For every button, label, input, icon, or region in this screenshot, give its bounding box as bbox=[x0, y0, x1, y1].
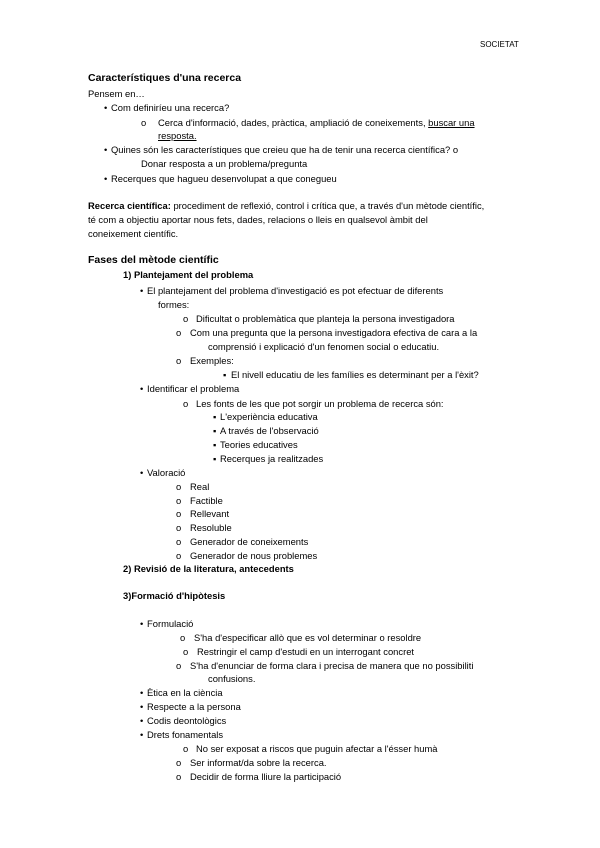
square-bullet-icon: ▪ bbox=[213, 411, 217, 422]
circle-bullet-icon: o bbox=[176, 495, 182, 506]
phase-3-bullet-1: Formulació bbox=[147, 618, 194, 629]
bullet-icon: • bbox=[140, 285, 144, 296]
phase-1-bullet-3: Valoració bbox=[147, 467, 186, 478]
phase-1-bullet-2: Identificar el problema bbox=[147, 383, 240, 394]
bullet-icon: • bbox=[104, 144, 108, 155]
phase-3-bullet-2: Ètica en la ciència bbox=[147, 687, 223, 698]
valuation-item: Resoluble bbox=[190, 522, 232, 533]
phase-3-bullet-4: Codis deontològics bbox=[147, 715, 227, 726]
circle-bullet-icon: o bbox=[176, 355, 182, 366]
circle-bullet-icon: o bbox=[176, 771, 182, 782]
valuation-item: Generador de nous problemes bbox=[190, 550, 318, 561]
valuation-item: Generador de coneixements bbox=[190, 536, 309, 547]
phase-2-heading: 2) Revisió de la literatura, antecedents bbox=[123, 563, 294, 574]
circle-bullet-icon: o bbox=[176, 522, 182, 533]
header-label: SOCIETAT bbox=[480, 40, 519, 49]
phase-1-sub-2-cont: comprensió i explicació d'un fenomen social o educatiu. bbox=[208, 341, 440, 352]
source-item: A través de l'observació bbox=[220, 425, 319, 436]
circle-bullet-icon: o bbox=[183, 398, 189, 409]
phase-1-bullet-1-cont: formes: bbox=[158, 299, 190, 310]
question-1-answer bbox=[158, 116, 475, 129]
bullet-icon: • bbox=[140, 467, 144, 478]
definition-text: procediment de reflexió, control i crítica que, a través d'un mètode científic, bbox=[170, 200, 485, 211]
source-item: L'experiència educativa bbox=[220, 411, 318, 422]
phase-1-bullet-1: El plantejament del problema d'investigació es pot efectuar de diferents bbox=[147, 285, 444, 296]
circle-bullet-icon: o bbox=[180, 632, 186, 643]
circle-bullet-icon: o bbox=[176, 757, 182, 768]
bullet-icon: • bbox=[140, 383, 144, 394]
definition-line-3: coneixement científic. bbox=[88, 228, 179, 239]
intro-text: Pensem en… bbox=[88, 88, 145, 99]
phase-1-sub-2: Com una pregunta que la persona investigadora efectiva de cara a la bbox=[190, 327, 478, 338]
question-3: Recerques que hagueu desenvolupat a que conegueu bbox=[111, 173, 337, 184]
definition-line-2: té com a objectiu aportar nous fets, dades, relacions o lleis en qualsevol àmbit del bbox=[88, 214, 428, 225]
phase-1-sub-1: Dificultat o problemàtica que planteja la persona investigadora bbox=[196, 313, 455, 324]
circle-bullet-icon: o bbox=[141, 117, 147, 128]
definition-term: Recerca científica: bbox=[88, 200, 171, 211]
circle-bullet-icon: o bbox=[176, 660, 182, 671]
phase-1-heading: 1) Plantejament del problema bbox=[123, 269, 254, 280]
formulation-item: S'ha d'enunciar de forma clara i precisa de manera que no possibiliti bbox=[190, 660, 474, 671]
bullet-icon: • bbox=[140, 701, 144, 712]
circle-bullet-icon: o bbox=[176, 327, 182, 338]
circle-bullet-icon: o bbox=[183, 743, 189, 754]
formulation-item: Restringir el camp d'estudi en un interrogant concret bbox=[197, 646, 415, 657]
bullet-icon: • bbox=[140, 729, 144, 740]
phase-3-heading: 3)Formació d'hipòtesis bbox=[123, 590, 226, 601]
section-title-characteristics: Característiques d'una recerca bbox=[88, 72, 242, 84]
bullet-icon: • bbox=[140, 618, 144, 629]
question-2: Quines són les característiques que creieu que ha de tenir una recerca científica? o bbox=[111, 144, 459, 155]
question-1: Com definiríeu una recerca? bbox=[111, 102, 230, 113]
bullet-icon: • bbox=[104, 102, 108, 113]
definition-line-1 bbox=[88, 199, 484, 212]
rights-item: Decidir de forma lliure la participació bbox=[190, 771, 342, 782]
source-item: Recerques ja realitzades bbox=[220, 453, 324, 464]
formulation-item-cont: confusions. bbox=[208, 673, 256, 684]
answer-link-text-2: resposta. bbox=[158, 130, 197, 141]
phase-1-bullet-2-sub: Les fonts de les que pot sorgir un problema de recerca són: bbox=[196, 398, 444, 409]
question-2-answer: Donar resposta a un problema/pregunta bbox=[141, 158, 308, 169]
source-item: Teories educatives bbox=[220, 439, 298, 450]
valuation-item: Rellevant bbox=[190, 508, 230, 519]
square-bullet-icon: ▪ bbox=[213, 453, 217, 464]
valuation-item: Real bbox=[190, 481, 210, 492]
bullet-icon: • bbox=[140, 715, 144, 726]
rights-item: No ser exposat a riscos que puguin afectar a l'ésser humà bbox=[196, 743, 438, 754]
square-bullet-icon: ▪ bbox=[223, 369, 227, 380]
circle-bullet-icon: o bbox=[183, 646, 189, 657]
section-title-phases: Fases del mètode científic bbox=[88, 254, 219, 266]
circle-bullet-icon: o bbox=[176, 481, 182, 492]
phase-3-bullet-3: Respecte a la persona bbox=[147, 701, 241, 712]
valuation-item: Factible bbox=[190, 495, 223, 506]
circle-bullet-icon: o bbox=[176, 550, 182, 561]
bullet-icon: • bbox=[104, 173, 108, 184]
answer-link-text: buscar una bbox=[428, 117, 475, 128]
answer-text: Cerca d'informació, dades, pràctica, ampliació de coneixements, bbox=[158, 117, 426, 128]
circle-bullet-icon: o bbox=[176, 508, 182, 519]
circle-bullet-icon: o bbox=[176, 536, 182, 547]
bullet-icon: • bbox=[140, 687, 144, 698]
square-bullet-icon: ▪ bbox=[213, 425, 217, 436]
rights-item: Ser informat/da sobre la recerca. bbox=[190, 757, 327, 768]
formulation-item: S'ha d'especificar allò que es vol determinar o resoldre bbox=[194, 632, 422, 643]
phase-3-bullet-5: Drets fonamentals bbox=[147, 729, 224, 740]
circle-bullet-icon: o bbox=[183, 313, 189, 324]
phase-1-example: El nivell educatiu de les famílies es determinant per a l'èxit? bbox=[231, 369, 479, 380]
phase-1-sub-3: Exemples: bbox=[190, 355, 234, 366]
square-bullet-icon: ▪ bbox=[213, 439, 217, 450]
